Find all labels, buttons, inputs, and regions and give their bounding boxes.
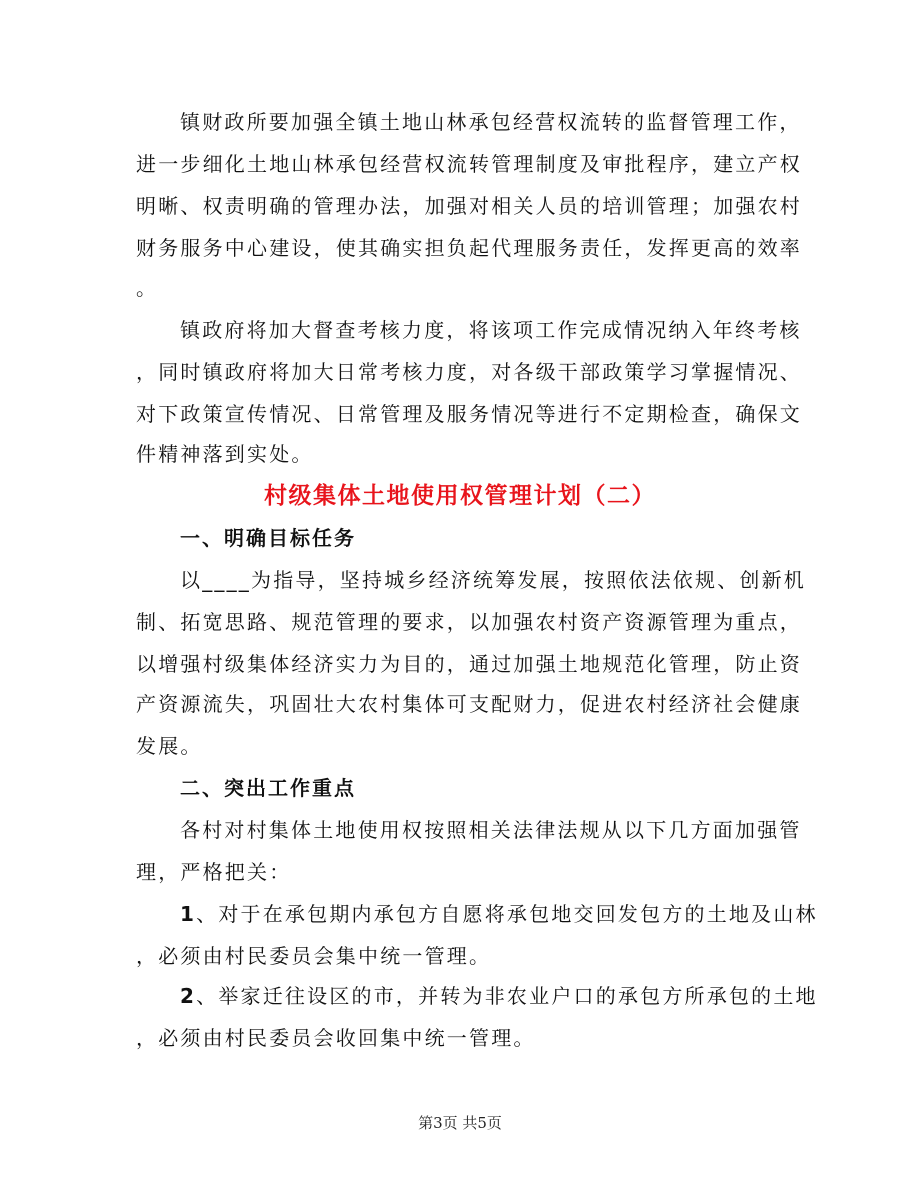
heading-goals: 一、明确目标任务 xyxy=(180,526,356,550)
list-item-1-number: 1 xyxy=(180,902,197,926)
paragraph-3-line-4: 产资源流失，巩固壮大农村集体可支配财力，促进农村经济社会健康 xyxy=(136,692,802,716)
paragraph-2-line-1: 镇政府将加大督查考核力度，将该项工作完成情况纳入年终考核 xyxy=(180,318,802,342)
list-item-2-line-1: 、举家迁往设区的市，并转为非农业户口的承包方所承包的土地 xyxy=(196,984,818,1008)
paragraph-2-line-4: 件精神落到实处。 xyxy=(136,442,314,466)
paragraph-2-line-2: ，同时镇政府将加大日常考核力度，对各级干部政策学习掌握情况、 xyxy=(136,360,802,384)
heading-key-work: 二、突出工作重点 xyxy=(180,776,356,800)
list-item-2-line-2: ，必须由村民委员会收回集中统一管理。 xyxy=(136,1026,536,1050)
paragraph-3-line-3: 以增强村级集体经济实力为目的，通过加强土地规范化管理，防止资 xyxy=(136,652,802,676)
paragraph-3-line-5: 发展。 xyxy=(136,734,203,758)
paragraph-1-line-1: 镇财政所要加强全镇土地山林承包经营权流转的监督管理工作， xyxy=(180,110,802,134)
paragraph-2-line-3: 对下政策宣传情况、日常管理及服务情况等进行不定期检查，确保文 xyxy=(136,402,802,426)
paragraph-1-line-3: 明晰、权责明确的管理办法，加强对相关人员的培训管理；加强农村 xyxy=(136,194,802,218)
list-item-2 xyxy=(180,984,818,1008)
page-footer: 第3页 共5页 xyxy=(418,1114,502,1132)
paragraph-4-line-1: 各村对村集体土地使用权按照相关法律法规从以下几方面加强管 xyxy=(180,818,802,842)
paragraph-3-line-2: 制、拓宽思路、规范管理的要求，以加强农村资产资源管理为重点， xyxy=(136,610,802,634)
list-item-2-number: 2 xyxy=(180,984,197,1008)
list-item-1-line-1: 、对于在承包期内承包方自愿将承包地交回发包方的土地及山林 xyxy=(196,902,818,926)
paragraph-3-line-1: 以____为指导，坚持城乡经济统筹发展，按照依法依规、创新机 xyxy=(180,568,806,592)
paragraph-1-line-4: 财务服务中心建设，使其确实担负起代理服务责任，发挥更高的效率 xyxy=(136,236,802,260)
section-title: 村级集体土地使用权管理计划（二） xyxy=(264,482,656,509)
list-item-1 xyxy=(180,902,818,926)
paragraph-4-line-2: 理，严格把关： xyxy=(136,860,292,884)
list-item-1-line-2: ，必须由村民委员会集中统一管理。 xyxy=(136,944,492,968)
paragraph-1-line-5: 。 xyxy=(136,276,159,300)
paragraph-1-line-2: 进一步细化土地山林承包经营权流转管理制度及审批程序，建立产权 xyxy=(136,152,802,176)
